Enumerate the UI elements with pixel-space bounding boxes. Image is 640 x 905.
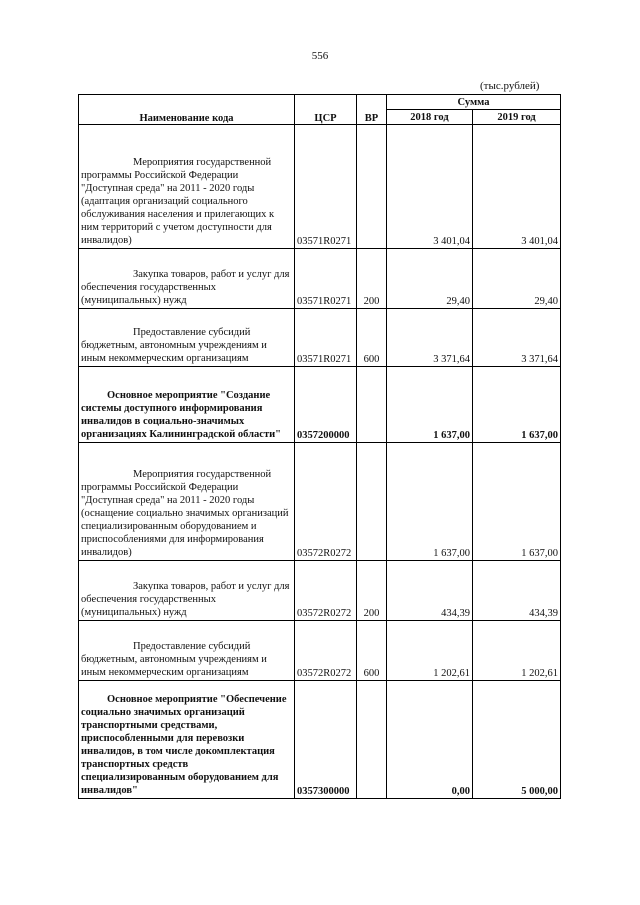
table-row [79, 561, 561, 621]
row-sum-2019: 3 371,64 [473, 309, 561, 367]
row-sum-2019: 1 202,61 [473, 621, 561, 681]
row-name: Основное мероприятие "Создание системы доступного информирования инвалидов в социально-значимых организациях Калининградской области" [79, 367, 295, 443]
budget-table [78, 94, 561, 799]
page-number: 556 [311, 50, 329, 62]
header-vr: ВР [357, 95, 387, 125]
row-name: Предоставление субсидий бюджетным, автономным учреждениям и иным некоммерческим организациям [79, 309, 295, 367]
units-label: (тыс.рублей) [480, 80, 540, 92]
row-vr [357, 443, 387, 561]
header-name: Наименование кода [79, 95, 295, 125]
row-name: Мероприятия государственной программы Российской Федерации "Доступная среда" на 2011 - 2020 годы (оснащение социально значимых организаций специализированным оборудованием и приспособлениями для информирования инвалидов) [79, 443, 295, 561]
row-vr: 600 [357, 309, 387, 367]
header-year-2018: 2018 год [387, 110, 473, 125]
table-row [79, 443, 561, 561]
row-vr: 200 [357, 561, 387, 621]
header-csr: ЦСР [295, 95, 357, 125]
row-csr: 0357300000 [295, 681, 357, 799]
row-csr: 03572R0272 [295, 443, 357, 561]
row-name: Мероприятия государственной программы Российской Федерации "Доступная среда" на 2011 - 2020 годы (адаптация организаций социального обслуживания населения и прилегающих к ним территорий с учетом доступности для инвалидов) [79, 125, 295, 249]
row-csr: 03571R0271 [295, 125, 357, 249]
row-vr: 600 [357, 621, 387, 681]
row-sum-2018: 3 401,04 [387, 125, 473, 249]
row-sum-2019: 1 637,00 [473, 443, 561, 561]
row-name: Закупка товаров, работ и услуг для обеспечения государственных (муниципальных) нужд [79, 561, 295, 621]
row-name: Предоставление субсидий бюджетным, автономным учреждениям и иным некоммерческим организациям [79, 621, 295, 681]
row-vr: 200 [357, 249, 387, 309]
row-vr [357, 681, 387, 799]
row-sum-2019: 1 637,00 [473, 367, 561, 443]
row-sum-2019: 29,40 [473, 249, 561, 309]
row-sum-2019: 434,39 [473, 561, 561, 621]
row-sum-2018: 1 637,00 [387, 443, 473, 561]
row-csr: 03571R0271 [295, 249, 357, 309]
row-sum-2018: 1 202,61 [387, 621, 473, 681]
row-sum-2019: 3 401,04 [473, 125, 561, 249]
row-sum-2018: 434,39 [387, 561, 473, 621]
row-sum-2019: 5 000,00 [473, 681, 561, 799]
row-sum-2018: 29,40 [387, 249, 473, 309]
header-sum: Сумма [387, 95, 561, 110]
row-sum-2018: 0,00 [387, 681, 473, 799]
row-sum-2018: 1 637,00 [387, 367, 473, 443]
table-row [79, 249, 561, 309]
row-vr [357, 125, 387, 249]
table-row [79, 621, 561, 681]
table-row [79, 681, 561, 799]
row-sum-2018: 3 371,64 [387, 309, 473, 367]
row-csr: 0357200000 [295, 367, 357, 443]
table-row [79, 309, 561, 367]
header-year-2019: 2019 год [473, 110, 561, 125]
row-csr: 03572R0272 [295, 561, 357, 621]
row-csr: 03571R0271 [295, 309, 357, 367]
table-row [79, 125, 561, 249]
row-name: Закупка товаров, работ и услуг для обеспечения государственных (муниципальных) нужд [79, 249, 295, 309]
row-vr [357, 367, 387, 443]
row-name: Основное мероприятие "Обеспечение социально значимых организаций транспортными средствами, приспособленными для перевозки инвалидов, в том числе докомплектация транспортных средств специализированным оборудованием для инвалидов" [79, 681, 295, 799]
row-csr: 03572R0272 [295, 621, 357, 681]
table-row [79, 367, 561, 443]
